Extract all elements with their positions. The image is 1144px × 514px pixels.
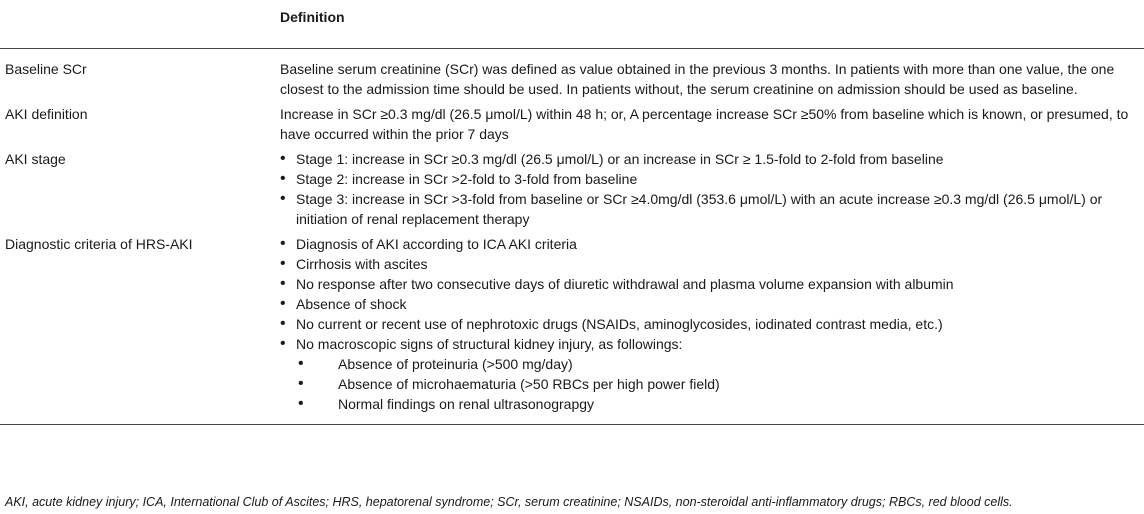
sub-list-item: • Absence of microhaematuria (>50 RBCs per high power field)	[280, 374, 1142, 394]
row-definition	[280, 234, 1144, 425]
row-definition	[280, 149, 1144, 234]
list-item: • Stage 2: increase in SCr >2-fold to 3-fold from baseline	[280, 169, 1142, 189]
list-item: • No response after two consecutive days of diuretic withdrawal and plasma volume expansion with albumin	[280, 274, 1142, 294]
sub-list-item: • Absence of proteinuria (>500 mg/day)	[280, 354, 1142, 374]
list-item: • No macroscopic signs of structural kidney injury, as followings:	[280, 334, 1142, 354]
row-definition: Increase in SCr ≥0.3 mg/dl (26.5 μmol/L) within 48 h; or, A percentage increase SCr ≥50% from baseline which is known, or presumed, to have occurred within the prior 7 days	[280, 106, 1129, 142]
sub-list-item: • Normal findings on renal ultrasonograpgy	[280, 394, 1142, 414]
header-row	[0, 0, 1144, 49]
table-header	[0, 0, 1144, 49]
list-item: • Stage 1: increase in SCr ≥0.3 mg/dl (26.5 μmol/L) or an increase in SCr ≥ 1.5-fold to 2-fold from baseline	[280, 149, 1142, 169]
list-item: • Stage 3: increase in SCr >3-fold from baseline or SCr ≥4.0mg/dl (353.6 μmol/L) with an acute increase ≥0.3 mg/dl (26.5 μmol/L) or initiation of renal replacement therapy	[280, 189, 1142, 229]
row-term: Baseline SCr	[5, 61, 87, 77]
header-definition-column: Definition	[280, 0, 1144, 49]
table-row-aki-definition	[0, 104, 1144, 149]
header-term-column	[0, 0, 280, 49]
list-item: • Absence of shock	[280, 294, 1142, 314]
row-definition: Baseline serum creatinine (SCr) was defined as value obtained in the previous 3 months. In patients with more than one value, the one closest to the admission time should be used. In patients without, the serum creatinine on admission should be used as baseline.	[280, 61, 1115, 97]
table-footnote: AKI, acute kidney injury; ICA, International Club of Ascites; HRS, hepatorenal syndrome; SCr, serum creatinine; NSAIDs, non-steroidal anti-inflammatory drugs; RBCs, red blood cells.	[5, 495, 1013, 509]
hrs-aki-criteria-list	[280, 234, 1142, 354]
row-term: AKI definition	[5, 106, 88, 122]
aki-stage-list	[280, 149, 1142, 229]
table-row-hrs-aki-criteria	[0, 234, 1144, 425]
table-row-aki-stage	[0, 149, 1144, 234]
structural-injury-sub-list	[280, 354, 1142, 414]
list-item: • Diagnosis of AKI according to ICA AKI criteria	[280, 234, 1142, 254]
list-item: • Cirrhosis with ascites	[280, 254, 1142, 274]
table-row-baseline-scr	[0, 49, 1144, 105]
row-term: AKI stage	[5, 151, 66, 167]
list-item: • No current or recent use of nephrotoxic drugs (NSAIDs, aminoglycosides, iodinated contrast media, etc.)	[280, 314, 1142, 334]
row-term: Diagnostic criteria of HRS-AKI	[0, 234, 280, 425]
table-body	[0, 49, 1144, 425]
